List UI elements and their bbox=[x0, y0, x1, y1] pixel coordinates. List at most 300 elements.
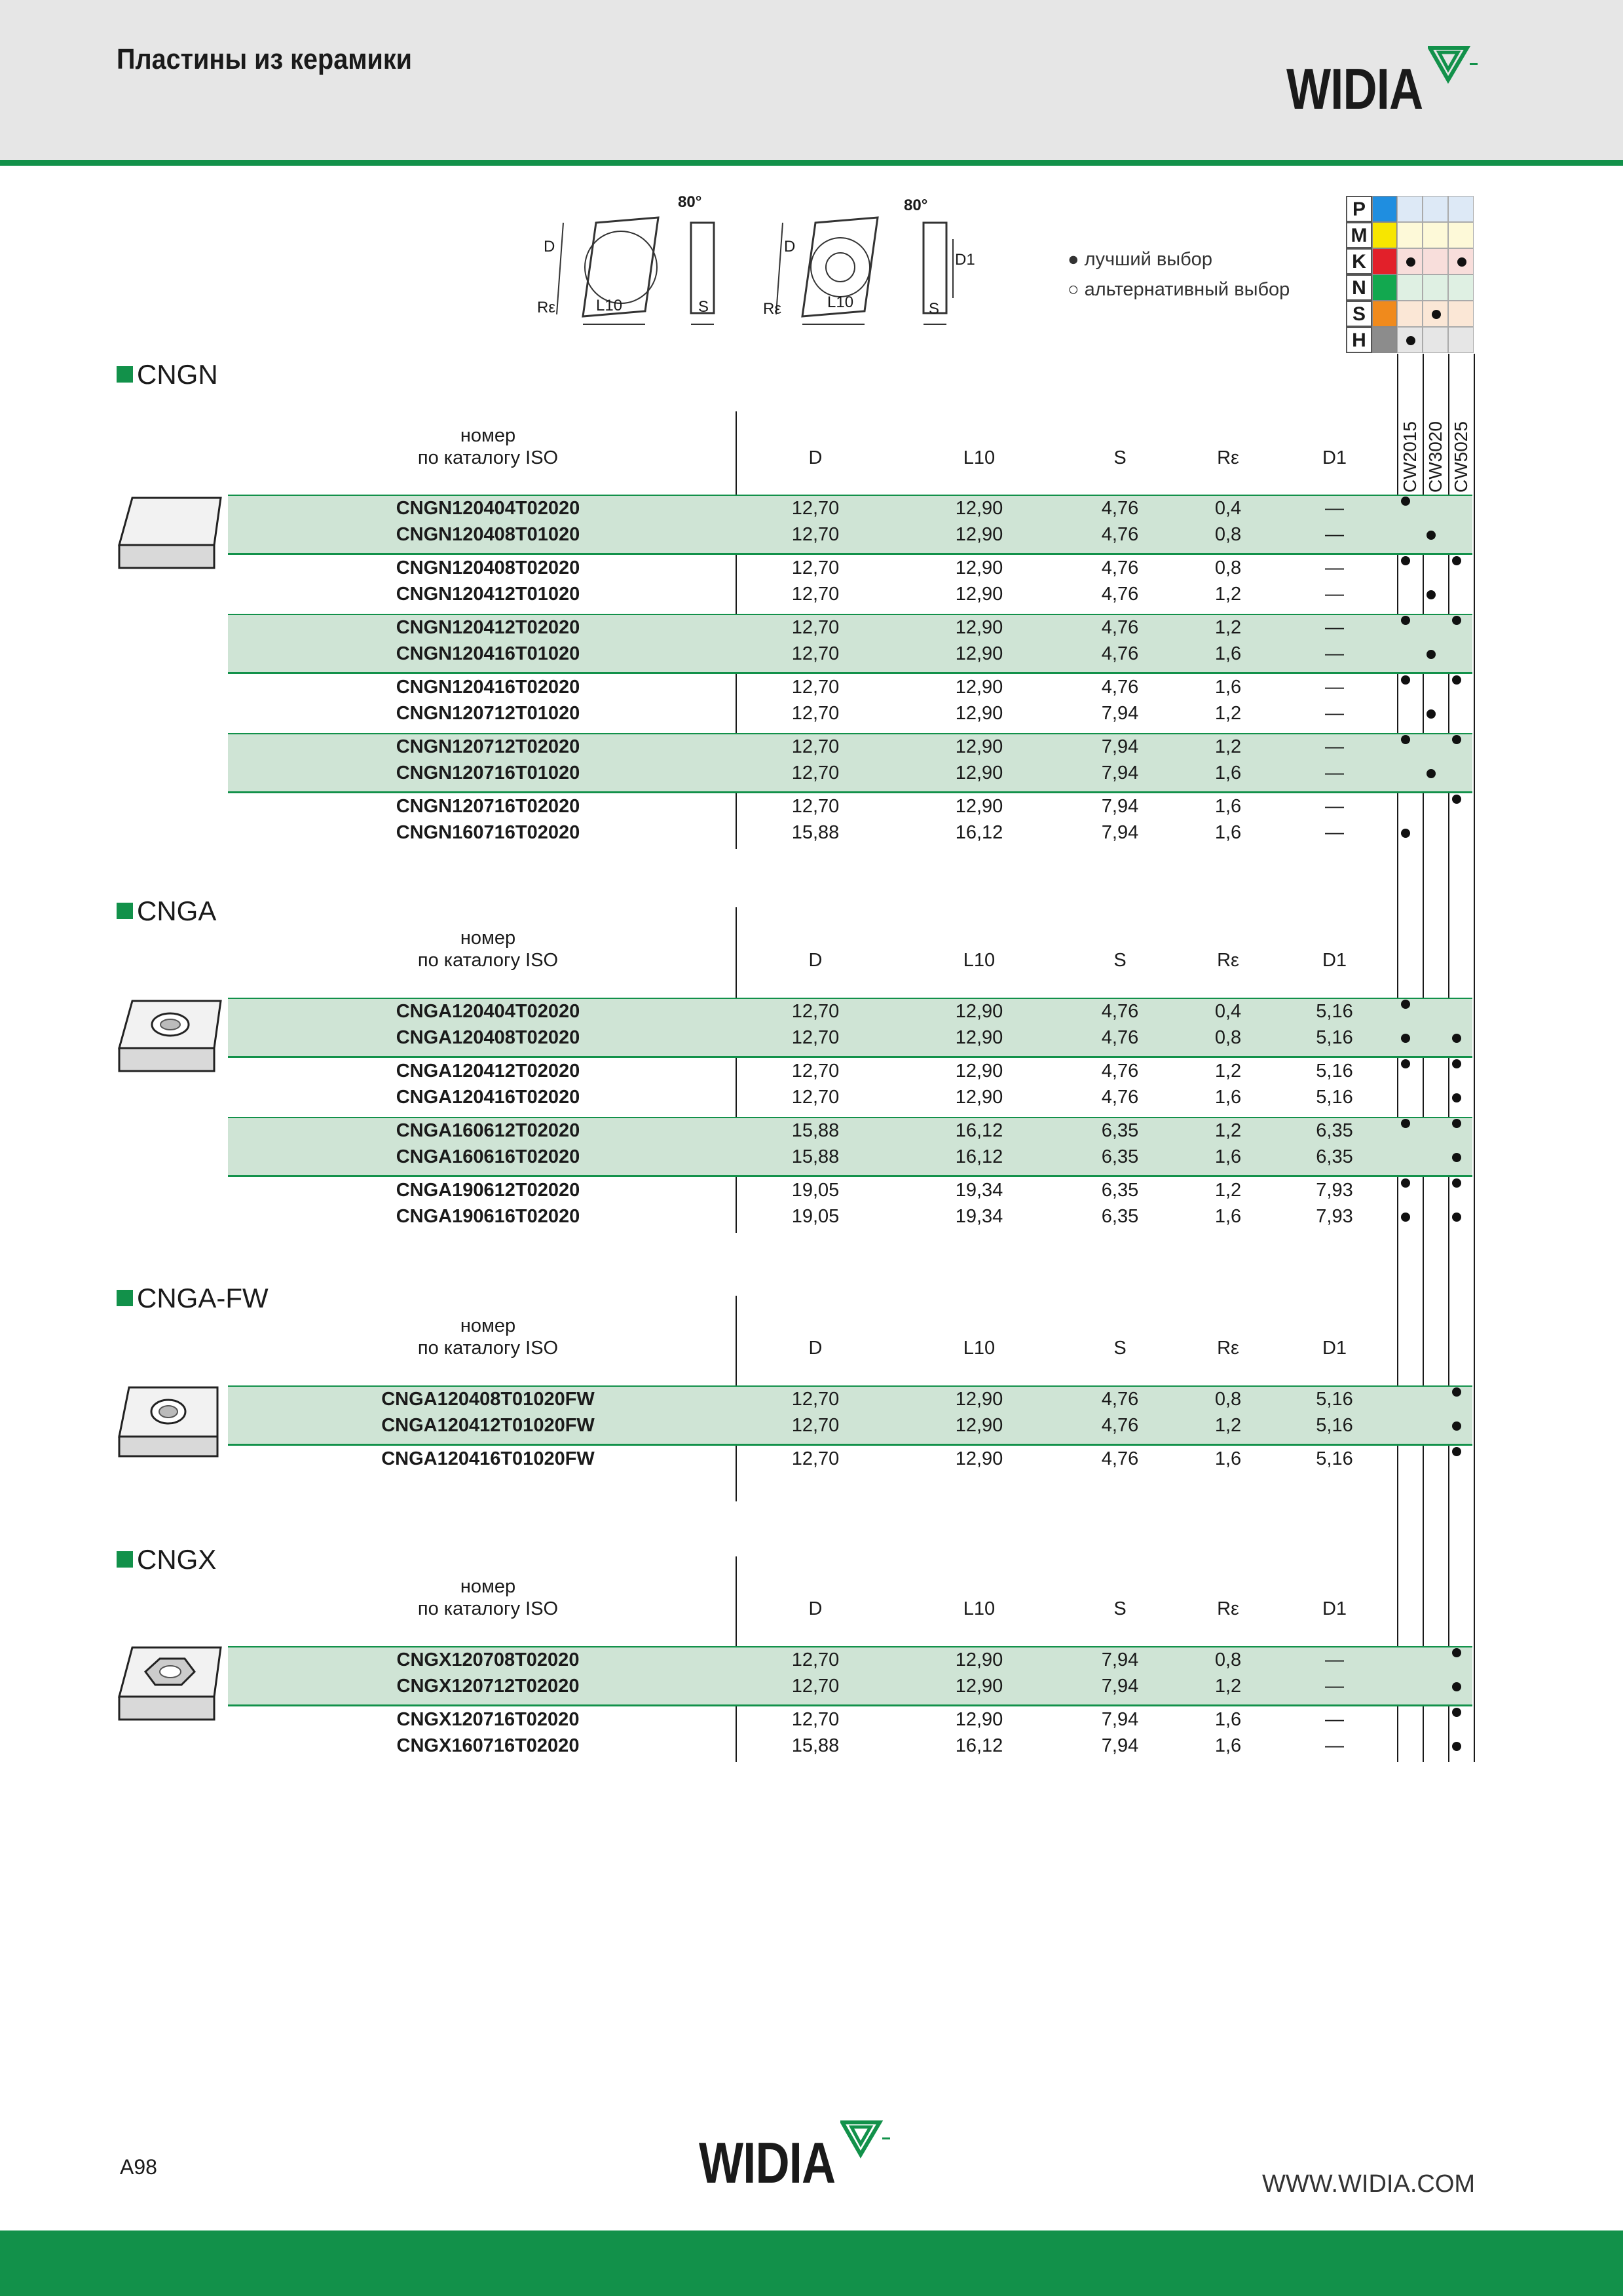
cell-d1: — bbox=[1325, 1676, 1344, 1697]
cell-re: 1,2 bbox=[1214, 1180, 1242, 1201]
cell-l10: 19,34 bbox=[955, 1180, 1003, 1201]
best-choice-dot bbox=[1452, 1447, 1461, 1456]
cell-re: 1,2 bbox=[1214, 1061, 1242, 1082]
cell-s: 7,94 bbox=[1101, 1709, 1139, 1730]
material-swatch bbox=[1372, 327, 1397, 353]
table-row bbox=[0, 1205, 1623, 1231]
material-cell bbox=[1423, 301, 1448, 327]
material-swatch bbox=[1372, 301, 1397, 327]
cell-d1: 6,35 bbox=[1316, 1146, 1353, 1167]
cell-re: 1,6 bbox=[1214, 1709, 1242, 1730]
section-title-text: CNGX bbox=[137, 1544, 217, 1575]
cell-s: 7,94 bbox=[1101, 736, 1139, 757]
column-header-code-line1: номер bbox=[460, 1576, 516, 1597]
cell-re: 0,8 bbox=[1214, 524, 1242, 545]
cell-d: 12,70 bbox=[791, 736, 840, 757]
material-letter: K bbox=[1346, 248, 1372, 274]
cell-re: 1,6 bbox=[1214, 822, 1242, 843]
cell-code: CNGA190612T02020 bbox=[396, 1180, 580, 1201]
cnga-fw-insert-image bbox=[113, 1384, 227, 1479]
material-cell bbox=[1448, 274, 1474, 301]
cell-l10: 12,90 bbox=[955, 1061, 1003, 1082]
website-url[interactable]: WWW.WIDIA.COM bbox=[1262, 2170, 1476, 2198]
best-choice-dot bbox=[1452, 1119, 1461, 1128]
cell-s: 4,76 bbox=[1101, 1027, 1139, 1048]
column-header-re: Rε bbox=[1217, 447, 1239, 468]
column-header-d1: D1 bbox=[1322, 1598, 1347, 1619]
column-header-code-line1: номер bbox=[460, 1315, 516, 1336]
cell-s: 7,94 bbox=[1101, 796, 1139, 817]
cell-code: CNGN120416T01020 bbox=[396, 643, 580, 664]
best-choice-dot bbox=[1401, 497, 1410, 506]
table-row bbox=[0, 1387, 1623, 1414]
material-cell bbox=[1397, 248, 1423, 274]
material-swatch bbox=[1372, 222, 1397, 248]
cell-re: 1,6 bbox=[1214, 1735, 1242, 1756]
best-choice-dot bbox=[1452, 1034, 1461, 1043]
cell-code: CNGA120416T02020 bbox=[396, 1087, 580, 1108]
section-title bbox=[117, 895, 216, 927]
cell-re: 1,2 bbox=[1214, 617, 1242, 638]
cell-s: 4,76 bbox=[1101, 1001, 1139, 1022]
cell-l10: 12,90 bbox=[955, 617, 1003, 638]
cell-d1: — bbox=[1325, 822, 1344, 843]
cell-d1: — bbox=[1325, 524, 1344, 545]
cell-code: CNGX160716T02020 bbox=[396, 1735, 580, 1756]
cell-code: CNGA190616T02020 bbox=[396, 1206, 580, 1227]
cell-code: CNGX120716T02020 bbox=[396, 1709, 580, 1730]
cell-d: 12,70 bbox=[791, 498, 840, 519]
cell-l10: 12,90 bbox=[955, 524, 1003, 545]
best-choice-dot bbox=[1427, 531, 1436, 540]
best-choice-dot bbox=[1452, 1213, 1461, 1222]
cell-re: 1,6 bbox=[1214, 762, 1242, 783]
cell-l10: 12,90 bbox=[955, 1001, 1003, 1022]
table-row bbox=[0, 556, 1623, 582]
material-cell bbox=[1397, 196, 1423, 222]
column-header-l10: L10 bbox=[963, 1338, 996, 1359]
cell-re: 1,2 bbox=[1214, 703, 1242, 724]
cell-d: 15,88 bbox=[791, 1146, 840, 1167]
cell-d: 12,70 bbox=[791, 762, 840, 783]
cell-d: 12,70 bbox=[791, 1087, 840, 1108]
section-title bbox=[117, 359, 218, 390]
best-choice-dot bbox=[1452, 556, 1461, 565]
cell-code: CNGA160612T02020 bbox=[396, 1120, 580, 1141]
best-choice-dot bbox=[1401, 1178, 1410, 1188]
cell-s: 4,76 bbox=[1101, 1389, 1139, 1410]
table-row bbox=[0, 795, 1623, 821]
cell-code: CNGA120408T01020FW bbox=[381, 1389, 595, 1410]
cell-d1: — bbox=[1325, 1649, 1344, 1670]
column-header-d1: D1 bbox=[1322, 1338, 1347, 1359]
cell-s: 7,94 bbox=[1101, 1676, 1139, 1697]
cell-d: 12,70 bbox=[791, 1001, 840, 1022]
best-choice-dot bbox=[1452, 1153, 1461, 1162]
cell-d: 19,05 bbox=[791, 1206, 840, 1227]
cell-d1: 5,16 bbox=[1316, 1448, 1353, 1469]
column-header-d: D bbox=[808, 1338, 823, 1359]
column-header-code-line2: по каталогу ISO bbox=[417, 1338, 559, 1359]
cell-d1: 5,16 bbox=[1316, 1415, 1353, 1436]
cell-d1: — bbox=[1325, 617, 1344, 638]
cell-l10: 12,90 bbox=[955, 1676, 1003, 1697]
cell-l10: 12,90 bbox=[955, 643, 1003, 664]
cell-l10: 12,90 bbox=[955, 1087, 1003, 1108]
material-row bbox=[1346, 301, 1474, 327]
page-title: Пластины из керамики bbox=[117, 43, 413, 75]
table-row bbox=[0, 523, 1623, 549]
d-label-2: D bbox=[784, 238, 796, 255]
material-row bbox=[1346, 222, 1474, 248]
best-choice-dot bbox=[1401, 616, 1410, 625]
cell-code: CNGN120412T02020 bbox=[396, 617, 580, 638]
section-marker-icon bbox=[117, 1551, 133, 1568]
column-header-s: S bbox=[1113, 1338, 1127, 1359]
brand-triangle-icon-bottom bbox=[840, 2120, 893, 2160]
cell-d1: — bbox=[1325, 643, 1344, 664]
cell-l10: 12,90 bbox=[955, 1415, 1003, 1436]
brand-logo-top: WIDIA bbox=[1286, 56, 1423, 121]
best-choice-dot bbox=[1452, 1178, 1461, 1188]
row-separator bbox=[228, 1705, 1472, 1706]
cell-d: 12,70 bbox=[791, 677, 840, 698]
cell-l10: 12,90 bbox=[955, 584, 1003, 605]
table-row bbox=[0, 1000, 1623, 1026]
cell-s: 6,35 bbox=[1101, 1206, 1139, 1227]
row-separator bbox=[228, 1444, 1472, 1446]
cell-d: 12,70 bbox=[791, 643, 840, 664]
section-title-text: CNGN bbox=[137, 359, 218, 390]
cell-s: 4,76 bbox=[1101, 1087, 1139, 1108]
best-choice-dot bbox=[1452, 795, 1461, 804]
column-header-d: D bbox=[808, 950, 823, 971]
table-row bbox=[0, 1648, 1623, 1674]
cell-l10: 19,34 bbox=[955, 1206, 1003, 1227]
section-marker-icon bbox=[117, 366, 133, 383]
cell-d1: 5,16 bbox=[1316, 1027, 1353, 1048]
material-cell bbox=[1448, 222, 1474, 248]
cell-re: 1,6 bbox=[1214, 1206, 1242, 1227]
table-row bbox=[0, 1674, 1623, 1701]
column-header-code-line1: номер bbox=[460, 928, 516, 949]
material-letter: N bbox=[1346, 274, 1372, 301]
column-header-s: S bbox=[1113, 447, 1127, 468]
cell-d: 12,70 bbox=[791, 703, 840, 724]
best-choice-dot bbox=[1401, 1119, 1410, 1128]
table-row bbox=[0, 675, 1623, 702]
material-row bbox=[1346, 196, 1474, 222]
best-choice-dot bbox=[1406, 257, 1415, 267]
cell-d1: — bbox=[1325, 584, 1344, 605]
re-label-2: Rε bbox=[763, 300, 782, 318]
material-cell bbox=[1423, 196, 1448, 222]
cell-code: CNGN120716T01020 bbox=[396, 762, 580, 783]
page-number: A98 bbox=[120, 2155, 157, 2179]
legend-best: ● лучший выбор bbox=[1068, 249, 1212, 270]
table-row bbox=[0, 1119, 1623, 1145]
s-label-1: S bbox=[698, 298, 709, 316]
material-cell bbox=[1448, 301, 1474, 327]
material-cell bbox=[1397, 274, 1423, 301]
cell-l10: 12,90 bbox=[955, 736, 1003, 757]
cell-d: 12,70 bbox=[791, 1389, 840, 1410]
l10-label-2: L10 bbox=[827, 293, 854, 311]
material-cell bbox=[1397, 301, 1423, 327]
cell-s: 4,76 bbox=[1101, 524, 1139, 545]
cell-code: CNGA160616T02020 bbox=[396, 1146, 580, 1167]
cell-s: 7,94 bbox=[1101, 1649, 1139, 1670]
cell-l10: 12,90 bbox=[955, 762, 1003, 783]
cell-re: 1,6 bbox=[1214, 1448, 1242, 1469]
cell-d1: 5,16 bbox=[1316, 1087, 1353, 1108]
column-header-code-line2: по каталогу ISO bbox=[417, 447, 559, 468]
material-cell bbox=[1448, 248, 1474, 274]
material-cell bbox=[1397, 327, 1423, 353]
best-choice-dot bbox=[1457, 257, 1466, 267]
cell-d1: — bbox=[1325, 796, 1344, 817]
material-row bbox=[1346, 274, 1474, 301]
cell-re: 0,4 bbox=[1214, 1001, 1242, 1022]
d1-label: D1 bbox=[955, 251, 975, 269]
best-choice-dot bbox=[1401, 829, 1410, 838]
cell-d1: 5,16 bbox=[1316, 1001, 1353, 1022]
cell-s: 4,76 bbox=[1101, 643, 1139, 664]
section-title-text: CNGA-FW bbox=[137, 1283, 269, 1313]
cell-re: 1,2 bbox=[1214, 584, 1242, 605]
cell-l10: 12,90 bbox=[955, 498, 1003, 519]
material-letter: P bbox=[1346, 196, 1372, 222]
table-row bbox=[0, 761, 1623, 787]
table-row bbox=[0, 821, 1623, 847]
cngx-insert-image bbox=[113, 1644, 227, 1739]
cell-code: CNGN160716T02020 bbox=[396, 822, 580, 843]
column-header-re: Rε bbox=[1217, 950, 1239, 971]
best-choice-dot bbox=[1432, 310, 1441, 319]
table-row bbox=[0, 1708, 1623, 1734]
cell-re: 1,2 bbox=[1214, 1120, 1242, 1141]
row-separator bbox=[228, 1057, 1472, 1058]
table-row bbox=[0, 702, 1623, 728]
best-choice-dot bbox=[1452, 1059, 1461, 1068]
row-separator bbox=[228, 1176, 1472, 1177]
legend bbox=[1068, 249, 1290, 309]
material-letter: H bbox=[1346, 327, 1372, 353]
best-choice-dot bbox=[1452, 1648, 1461, 1657]
cell-d: 12,70 bbox=[791, 1027, 840, 1048]
cell-d1: 7,93 bbox=[1316, 1206, 1353, 1227]
cell-l10: 16,12 bbox=[955, 1146, 1003, 1167]
table-row bbox=[0, 1447, 1623, 1473]
cell-re: 0,8 bbox=[1214, 1389, 1242, 1410]
column-header-d1: D1 bbox=[1322, 447, 1347, 468]
cell-code: CNGA120408T02020 bbox=[396, 1027, 580, 1048]
section-title bbox=[117, 1544, 216, 1575]
cell-s: 7,94 bbox=[1101, 703, 1139, 724]
cell-d: 12,70 bbox=[791, 796, 840, 817]
header-divider bbox=[0, 160, 1623, 166]
cell-d1: — bbox=[1325, 677, 1344, 698]
cell-d: 12,70 bbox=[791, 1649, 840, 1670]
cell-l10: 12,90 bbox=[955, 703, 1003, 724]
footer-bar bbox=[0, 2230, 1623, 2296]
cell-s: 4,76 bbox=[1101, 677, 1139, 698]
column-header-d: D bbox=[808, 1598, 823, 1619]
cell-re: 1,6 bbox=[1214, 1146, 1242, 1167]
cell-code: CNGN120712T01020 bbox=[396, 703, 580, 724]
row-separator bbox=[228, 554, 1472, 555]
grade-label-3: CW5025 bbox=[1451, 421, 1471, 493]
cell-d: 12,70 bbox=[791, 524, 840, 545]
cell-d: 15,88 bbox=[791, 1120, 840, 1141]
best-choice-dot bbox=[1401, 675, 1410, 685]
column-header-l10: L10 bbox=[963, 447, 996, 468]
best-choice-dot bbox=[1427, 590, 1436, 599]
cell-d: 12,70 bbox=[791, 557, 840, 578]
best-choice-dot bbox=[1427, 650, 1436, 659]
best-choice-dot bbox=[1401, 1213, 1410, 1222]
table-row bbox=[0, 1085, 1623, 1112]
cell-d: 12,70 bbox=[791, 584, 840, 605]
section-marker-icon bbox=[117, 1290, 133, 1306]
cell-s: 4,76 bbox=[1101, 557, 1139, 578]
material-cell bbox=[1423, 248, 1448, 274]
cell-d1: — bbox=[1325, 557, 1344, 578]
cell-l10: 12,90 bbox=[955, 1027, 1003, 1048]
column-header-d1: D1 bbox=[1322, 950, 1347, 971]
material-letter: M bbox=[1346, 222, 1372, 248]
cell-code: CNGN120716T02020 bbox=[396, 796, 580, 817]
material-cell bbox=[1448, 196, 1474, 222]
cell-l10: 16,12 bbox=[955, 822, 1003, 843]
best-choice-dot bbox=[1401, 1000, 1410, 1009]
cell-l10: 16,12 bbox=[955, 1735, 1003, 1756]
cell-d: 15,88 bbox=[791, 822, 840, 843]
material-row bbox=[1346, 327, 1474, 353]
cell-re: 1,2 bbox=[1214, 1676, 1242, 1697]
best-choice-dot bbox=[1401, 1059, 1410, 1068]
cell-l10: 12,90 bbox=[955, 1649, 1003, 1670]
column-header-code-line2: по каталогу ISO bbox=[417, 1598, 559, 1619]
table-row bbox=[0, 582, 1623, 609]
cell-s: 4,76 bbox=[1101, 498, 1139, 519]
cell-re: 1,6 bbox=[1214, 643, 1242, 664]
section-title-text: CNGA bbox=[137, 895, 217, 926]
material-cell bbox=[1448, 327, 1474, 353]
cell-code: CNGX120712T02020 bbox=[396, 1676, 580, 1697]
cell-d1: 5,16 bbox=[1316, 1389, 1353, 1410]
column-header-code-line1: номер bbox=[460, 425, 516, 446]
cell-re: 0,8 bbox=[1214, 1027, 1242, 1048]
cell-code: CNGN120412T01020 bbox=[396, 584, 580, 605]
cell-d: 19,05 bbox=[791, 1180, 840, 1201]
cell-re: 1,6 bbox=[1214, 796, 1242, 817]
column-header-re: Rε bbox=[1217, 1338, 1239, 1359]
cell-s: 6,35 bbox=[1101, 1146, 1139, 1167]
best-choice-dot bbox=[1401, 556, 1410, 565]
l10-label-1: L10 bbox=[596, 297, 623, 314]
table-row bbox=[0, 735, 1623, 761]
material-swatch bbox=[1372, 248, 1397, 274]
best-choice-dot bbox=[1452, 1682, 1461, 1691]
best-choice-dot bbox=[1452, 735, 1461, 744]
cell-l10: 12,90 bbox=[955, 1709, 1003, 1730]
best-choice-dot bbox=[1452, 1421, 1461, 1431]
cell-s: 4,76 bbox=[1101, 1448, 1139, 1469]
cell-d1: — bbox=[1325, 1709, 1344, 1730]
table-row bbox=[0, 497, 1623, 523]
material-swatch bbox=[1372, 274, 1397, 301]
table-row bbox=[0, 1145, 1623, 1171]
cell-d1: — bbox=[1325, 703, 1344, 724]
best-choice-dot bbox=[1427, 709, 1436, 719]
cell-re: 0,8 bbox=[1214, 557, 1242, 578]
best-choice-dot bbox=[1452, 616, 1461, 625]
material-cell bbox=[1423, 274, 1448, 301]
cell-d1: — bbox=[1325, 1735, 1344, 1756]
best-choice-dot bbox=[1401, 1034, 1410, 1043]
grade-label-1: CW2015 bbox=[1400, 421, 1420, 493]
cell-s: 7,94 bbox=[1101, 1735, 1139, 1756]
cell-d1: — bbox=[1325, 736, 1344, 757]
cell-d: 12,70 bbox=[791, 1709, 840, 1730]
row-separator bbox=[228, 673, 1472, 674]
section-marker-icon bbox=[117, 903, 133, 919]
cell-code: CNGX120708T02020 bbox=[396, 1649, 580, 1670]
cell-s: 6,35 bbox=[1101, 1180, 1139, 1201]
column-header-s: S bbox=[1113, 950, 1127, 971]
cngn-insert-image bbox=[113, 493, 227, 588]
cell-code: CNGN120404T02020 bbox=[396, 498, 580, 519]
cell-d1: 5,16 bbox=[1316, 1061, 1353, 1082]
cell-s: 7,94 bbox=[1101, 762, 1139, 783]
cell-d: 12,70 bbox=[791, 1448, 840, 1469]
grade-label-2: CW3020 bbox=[1425, 421, 1446, 493]
cell-l10: 12,90 bbox=[955, 677, 1003, 698]
cell-code: CNGN120416T02020 bbox=[396, 677, 580, 698]
cell-d1: — bbox=[1325, 762, 1344, 783]
cell-re: 0,8 bbox=[1214, 1649, 1242, 1670]
best-choice-dot bbox=[1452, 1742, 1461, 1751]
cell-code: CNGA120412T02020 bbox=[396, 1061, 580, 1082]
best-choice-dot bbox=[1452, 675, 1461, 685]
cell-d1: 7,93 bbox=[1316, 1180, 1353, 1201]
cell-l10: 16,12 bbox=[955, 1120, 1003, 1141]
cell-s: 4,76 bbox=[1101, 1415, 1139, 1436]
brand-logo-bottom: WIDIA bbox=[699, 2130, 836, 2195]
cell-s: 4,76 bbox=[1101, 617, 1139, 638]
cell-l10: 12,90 bbox=[955, 1448, 1003, 1469]
best-choice-dot bbox=[1452, 1387, 1461, 1397]
cell-code: CNGN120712T02020 bbox=[396, 736, 580, 757]
row-separator bbox=[228, 792, 1472, 793]
cell-code: CNGA120404T02020 bbox=[396, 1001, 580, 1022]
best-choice-dot bbox=[1452, 1093, 1461, 1102]
material-row bbox=[1346, 248, 1474, 274]
table-row bbox=[0, 1059, 1623, 1085]
cell-s: 7,94 bbox=[1101, 822, 1139, 843]
best-choice-dot bbox=[1406, 336, 1415, 345]
cell-code: CNGN120408T01020 bbox=[396, 524, 580, 545]
cell-code: CNGA120412T01020FW bbox=[381, 1415, 595, 1436]
table-row bbox=[0, 1026, 1623, 1052]
cell-d: 12,70 bbox=[791, 1676, 840, 1697]
table-row bbox=[0, 642, 1623, 668]
table-row bbox=[0, 1734, 1623, 1760]
d-label-1: D bbox=[544, 238, 555, 255]
cell-re: 1,6 bbox=[1214, 1087, 1242, 1108]
cell-code: CNGA120416T01020FW bbox=[381, 1448, 595, 1469]
